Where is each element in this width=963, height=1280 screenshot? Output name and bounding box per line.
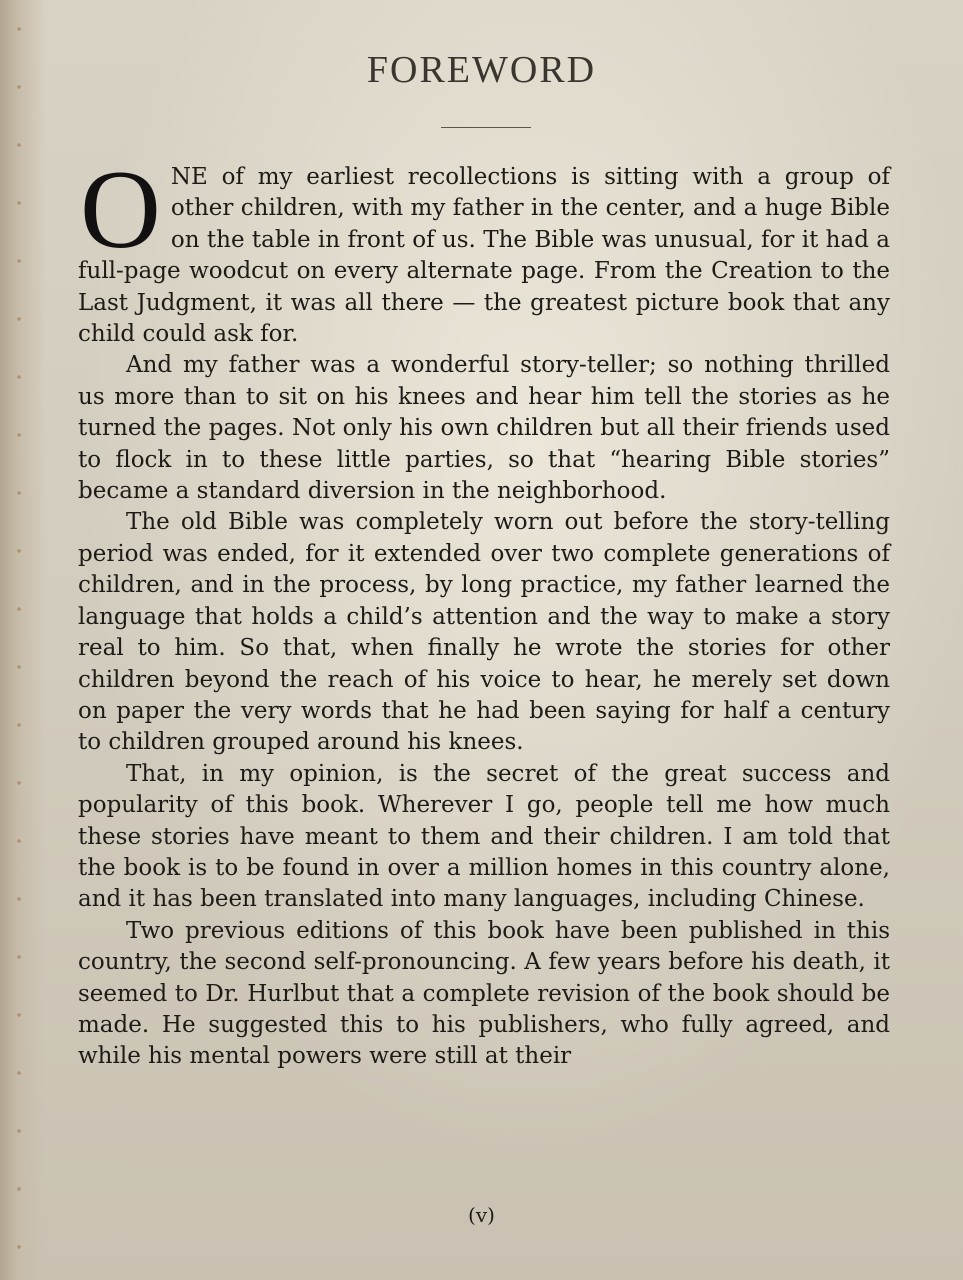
paragraph-4: That, in my opinion, is the secret of the great success and popularity of this book. Wherever I go, people tell me how much these stories have meant to them and their children. I am told that the book is to be found in over a million homes in this country alone, and it has been translated into many languages, including Chinese. bbox=[78, 760, 890, 913]
binding-stitch-marks bbox=[14, 0, 24, 1280]
foreword-text bbox=[78, 148, 890, 1073]
paragraph-3: The old Bible was completely worn out before the story-telling period was ended, for it extended over two complete generations of children, and in the process, by long practice, my father learned the language that holds a child’s attention and the way to make a story real to him. So that, when finally he wrote the stories for other children beyond the reach of his voice to hear, he merely set down on paper the very words that he had been saying for half a century to children grouped around his knees. bbox=[78, 509, 890, 756]
paragraph-1-text: NE of my earliest recollections is sitting with a group of other children, with my father in the center, and a huge Bible on the table in front of us. The Bible was unusual, for it had a full-page woodcut on every alternate page. From the Creation to the Last Judgment, it was all there — the greatest picture book that any child could ask for. bbox=[78, 164, 890, 348]
title-rule bbox=[441, 127, 531, 128]
paragraph-2: And my father was a wonderful story-teller; so nothing thrilled us more than to sit on his knees and hear him tell the stories as he turned the pages. Not only his own children but all their friends used to flock in to these little parties, so that “hearing Bible stories” became a standard diversion in the neighborhood. bbox=[78, 352, 890, 505]
paragraph-5: Two previous editions of this book have been published in this country, the second self-pronouncing. A few years before his death, it seemed to Dr. Hurlbut that a complete revision of the book should be made. He suggested this to his publishers, who fully agreed, and while his mental powers were still at their bbox=[78, 917, 890, 1070]
drop-cap: O bbox=[80, 148, 161, 272]
paragraph-1 bbox=[78, 148, 890, 350]
page-number: (v) bbox=[468, 1203, 495, 1227]
page-title: FOREWORD bbox=[366, 49, 597, 91]
